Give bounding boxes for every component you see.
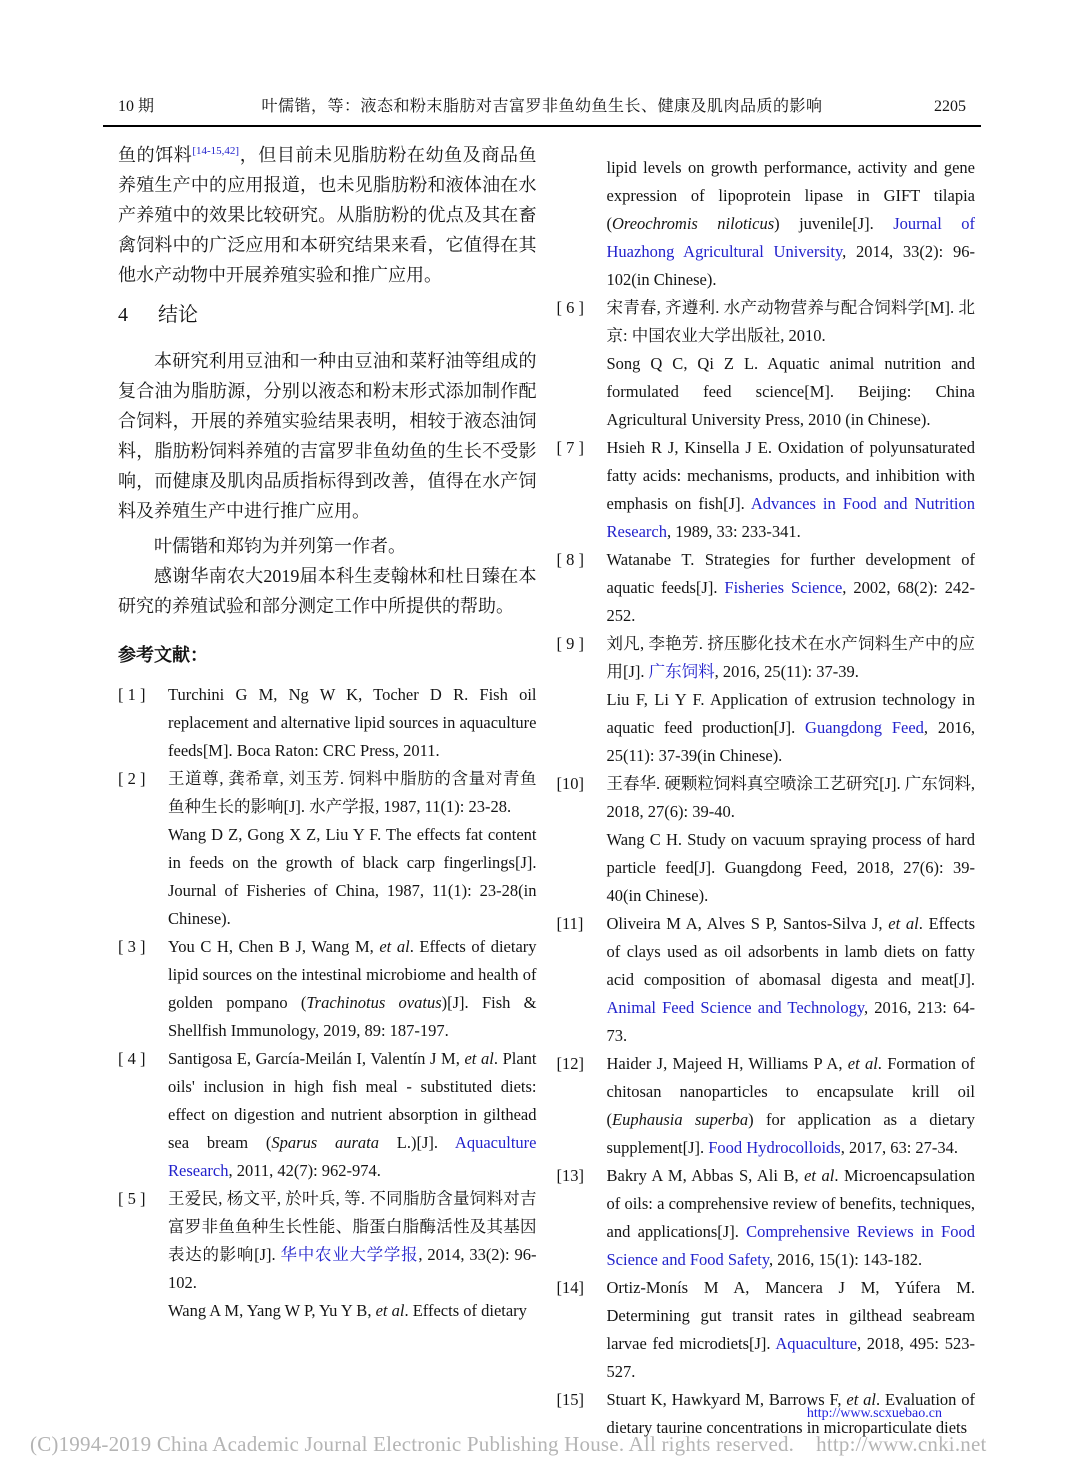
left-column: [118, 140, 537, 1442]
reference-citation: [607, 294, 976, 350]
reference-text: , 2016, 25(11): 37-39.: [714, 662, 859, 681]
reference-item: [557, 1274, 976, 1386]
reference-text: . Evaluation of dietary taurine concentrations in microparticulate diets: [606, 1390, 976, 1437]
reference-text: Watanabe T. Strategies for further development of aquatic feeds[J].: [606, 550, 975, 597]
section-title: 结论: [158, 304, 198, 326]
reference-text: Santigosa E, García-Meilán I, Valentín J M,: [168, 1049, 465, 1068]
reference-citation: [607, 630, 976, 686]
two-column-body: [118, 140, 975, 1442]
reference-text: 王爱民, 杨文平, 於叶兵, 等. 不同脂肪含量饲料对吉富罗非鱼鱼种生长性能、脂蛋白脂酶活性及其基因表达的影响[J].: [168, 1189, 537, 1264]
reference-number: [ 6 ]: [556, 298, 584, 317]
reference-text: Bakry A M, Abbas S, Ali B,: [606, 1166, 805, 1185]
reference-body: [607, 770, 976, 910]
reference-text: . Effects of clays used as oil adsorbents in lamb diets on fatty acid composition of abomasal digesta and meat[J].: [606, 914, 975, 989]
reference-citation: [168, 1297, 537, 1325]
journal-link[interactable]: Guangdong Feed: [805, 718, 924, 737]
journal-link[interactable]: Food Hydrocolloids: [708, 1138, 841, 1157]
reference-item: [118, 1045, 537, 1185]
section-number: 4: [118, 304, 128, 326]
reference-text: Song Q C, Qi Z L. Aquatic animal nutrition and formulated feed science[M]. Beijing: China Agricultural University Press, 2010 (in Chinese).: [606, 354, 975, 429]
journal-site-link[interactable]: http://www.scxuebao.cn: [806, 1406, 942, 1421]
issue-number: 10 期: [118, 98, 155, 115]
reference-item: [557, 910, 976, 1050]
reference-text: et al: [846, 1390, 876, 1409]
reference-number: [ 9 ]: [556, 634, 584, 653]
journal-link[interactable]: Fisheries Science: [724, 578, 843, 597]
reference-body: [168, 933, 537, 1045]
reference-citation: [168, 821, 537, 933]
reference-text: , 2014, 33(2): 96-102.: [168, 1245, 537, 1292]
reference-number: [ 5 ]: [118, 1189, 146, 1208]
reference-text: . Effects of dietary: [404, 1301, 527, 1320]
reference-text: Liu F, Li Y F. Application of extrusion technology in aquatic feed production[J].: [606, 690, 975, 737]
journal-link[interactable]: Comprehensive Reviews in Food Science and Food Safety: [606, 1222, 975, 1269]
reference-text: Hsieh R J, Kinsella J E. Oxidation of polyunsaturated fatty acids: mechanisms, products, and inhibition with emphasis on fish[J].: [606, 438, 975, 513]
reference-text: Stuart K, Hawkyard M, Barrows F,: [606, 1390, 847, 1409]
reference-body: [607, 910, 976, 1050]
reference-item: [118, 681, 537, 765]
page-header: [118, 93, 966, 116]
journal-link[interactable]: Aquaculture Research: [168, 1133, 537, 1180]
reference-text: Wang C H. Study on vacuum spraying process of hard particle feed[J]. Guangdong Feed, 2018, 27(6): 39-40(in Chinese).: [606, 830, 975, 905]
reference-text: , 2014, 33(2): 96-102(in Chinese).: [606, 242, 975, 289]
journal-link[interactable]: Journal of Huazhong Agricultural University: [606, 214, 975, 261]
reference-body: [607, 1162, 976, 1274]
reference-text: )[J]. Fish & Shellfish Immunology, 2019, 89: 187-197.: [168, 993, 537, 1040]
reference-item: [118, 933, 537, 1045]
reference-text: 王道尊, 龚希章, 刘玉芳. 饲料中脂肪的含量对青鱼鱼种生长的影响[J]. 水产学报, 1987, 11(1): 23-28.: [168, 769, 537, 816]
reference-text: , 2017, 63: 27-34.: [840, 1138, 959, 1157]
reference-text: , 2002, 68(2): 242-252.: [606, 578, 975, 625]
running-title: 叶儒锴，等：液态和粉末脂肪对吉富罗非鱼幼鱼生长、健康及肌肉品质的影响: [261, 98, 823, 115]
reference-text: Trachinotus ovatus: [306, 993, 442, 1012]
reference-number: [13]: [556, 1166, 584, 1185]
reference-body: [607, 434, 976, 546]
reference-text: , 2011, 42(7): 962-974.: [228, 1161, 381, 1180]
reference-citation: [607, 826, 976, 910]
reference-citation: [168, 933, 537, 1045]
reference-text: . Formation of chitosan nanoparticles to encapsulate krill oil (: [606, 1054, 976, 1129]
reference-citation: [168, 1185, 537, 1297]
page-number: 2205: [934, 98, 966, 115]
reference-number: [557, 154, 607, 294]
journal-link[interactable]: Animal Feed Science and Technology: [606, 998, 865, 1017]
reference-text: et al: [888, 914, 919, 933]
reference-body: [168, 1045, 537, 1185]
right-column: [557, 140, 976, 1442]
reference-body: [168, 765, 537, 933]
reference-body: [168, 681, 537, 765]
reference-item: [557, 294, 976, 434]
journal-link[interactable]: 华中农业大学学报: [280, 1245, 419, 1264]
reference-number: [ 1 ]: [118, 685, 146, 704]
reference-text: et al: [847, 1054, 878, 1073]
reference-text: Ortiz-Monís M A, Mancera J M, Yúfera M. Determining gut transit rates in gilthead seabream larvae fed microdiets[J].: [606, 1278, 975, 1353]
reference-body: [607, 294, 976, 434]
reference-number: [11]: [556, 914, 584, 933]
reference-text: , 2018, 495: 523-527.: [606, 1334, 975, 1381]
reference-item: [557, 434, 976, 546]
author-note: 叶儒锴和郑钧为并列第一作者。: [154, 536, 406, 556]
reference-text: , 2016, 25(11): 37-39(in Chinese).: [606, 718, 975, 765]
reference-text: Euphausia superba: [612, 1110, 749, 1129]
reference-item: [557, 770, 976, 910]
reference-text: . Plant oils' inclusion in high fish meal - substituted diets: effect on digestion and nutrient absorption in gilthead sea bream (: [168, 1049, 537, 1152]
reference-number: [14]: [556, 1278, 584, 1297]
reference-body: [168, 1185, 537, 1325]
references-list-left: [118, 681, 537, 1325]
reference-text: lipid levels on growth performance, activity and gene expression of lipoprotein lipase in GIFT tilapia (: [606, 158, 975, 233]
reference-item: [557, 546, 976, 630]
reference-text: Turchini G M, Ng W K, Tocher D R. Fish oil replacement and alternative lipid sources in aquaculture feeds[M]. Boca Raton: CRC Press, 2011.: [168, 685, 537, 760]
section-heading: [118, 302, 537, 328]
reference-body: [607, 1050, 976, 1162]
reference-text: 刘凡, 李艳芳. 挤压膨化技术在水产饲料生产中的应用[J].: [606, 634, 975, 681]
reference-text: ) juvenile[J].: [774, 214, 894, 233]
reference-text: . Effects of dietary lipid sources on the intestinal microbiome and health of golden pompano (: [168, 937, 537, 1012]
reference-citation: [607, 154, 976, 294]
reference-number: [ 2 ]: [118, 769, 146, 788]
reference-text: Oreochromis niloticus: [612, 214, 775, 233]
references-heading: 参考文献：: [118, 645, 208, 665]
header-rule: [103, 125, 981, 127]
reference-number: [15]: [556, 1390, 584, 1409]
reference-body: [607, 154, 976, 294]
reference-citation: [607, 910, 976, 1050]
reference-number: [ 8 ]: [556, 550, 584, 569]
reference-number: [10]: [556, 774, 584, 793]
reference-item: [118, 765, 537, 933]
reference-citation: [168, 1045, 537, 1185]
reference-number: [ 3 ]: [118, 937, 146, 956]
copyright-notice: [30, 1432, 987, 1457]
reference-text: et al: [804, 1166, 835, 1185]
intro-text-post: ，但目前未见脂肪粉在幼鱼及商品鱼养殖生产中的应用报道，也未见脂肪粉和液体油在水产养殖中的效果比较研究。从脂肪粉的优点及其在畜禽饲料中的广泛应用和本研究结果来看，它值得在其他水产动物中开展养殖实验和推广应用。: [118, 145, 537, 285]
reference-body: [607, 630, 976, 770]
journal-link[interactable]: 广东饲料: [648, 662, 715, 681]
reference-citation: [607, 434, 976, 546]
reference-citation: [607, 1274, 976, 1386]
reference-text: Wang D Z, Gong X Z, Liu Y F. The effects fat content in feeds on the growth of black carp fingerlings[J]. Journal of Fisheries of China, 1987, 11(1): 23-28(in Chinese).: [168, 825, 537, 928]
reference-text: et al: [379, 937, 410, 956]
reference-citation: [607, 1050, 976, 1162]
references-list-right: [557, 154, 976, 1442]
reference-citation: [607, 350, 976, 434]
reference-body: [607, 1274, 976, 1386]
journal-link[interactable]: Advances in Food and Nutrition Research: [606, 494, 975, 541]
reference-citation: [607, 686, 976, 770]
reference-text: ) for application as a dietary supplement[J].: [606, 1110, 976, 1157]
reference-text: Wang A M, Yang W P, Yu Y B,: [168, 1301, 376, 1320]
reference-text: . Microencapsulation of oils: a comprehensive review of benefits, techniques, and applications[J].: [606, 1166, 975, 1241]
reference-citation: [607, 1162, 976, 1274]
reference-text: 王春华. 硬颗粒饲料真空喷涂工艺研究[J]. 广东饲料, 2018, 27(6): 39-40.: [606, 774, 975, 821]
reference-text: Oliveira M A, Alves S P, Santos-Silva J,: [606, 914, 889, 933]
intro-text-pre: 鱼的饵料: [118, 145, 193, 165]
reference-text: Haider J, Majeed H, Williams P A,: [606, 1054, 848, 1073]
copyright-text: (C)1994-2019 China Academic Journal Electronic Publishing House. All rights reserved.: [30, 1432, 795, 1456]
reference-item: [118, 1185, 537, 1325]
reference-citation: [168, 681, 537, 765]
reference-item: [557, 1050, 976, 1162]
reference-citation: [607, 770, 976, 826]
reference-item: [557, 630, 976, 770]
reference-text: et al: [375, 1301, 405, 1320]
intro-paragraph: [118, 140, 537, 290]
reference-number: [ 4 ]: [118, 1049, 146, 1068]
reference-text: et al: [464, 1049, 494, 1068]
journal-link[interactable]: Aquaculture: [775, 1334, 857, 1353]
citation-superscript[interactable]: [14-15,42]: [192, 145, 240, 157]
reference-text: Sparus aurata: [271, 1133, 380, 1152]
reference-text: 宋青春, 齐遵利. 水产动物营养与配合饲料学[M]. 北京: 中国农业大学出版社, 2010.: [606, 298, 975, 345]
reference-text: L.)[J].: [379, 1133, 455, 1152]
conclusion-paragraph: 本研究利用豆油和一种由豆油和菜籽油等组成的复合油为脂肪源，分别以液态和粉末形式添加制作配合饲料，开展的养殖实验结果表明，相较于液态油饲料，脂肪粉饲料养殖的吉富罗非鱼幼鱼的生长不受影响，而健康及肌肉品质指标得到改善，值得在水产饲料及养殖生产中进行推广应用。: [118, 351, 537, 521]
reference-citation: [168, 765, 537, 821]
reference-body: [607, 546, 976, 630]
reference-number: [ 7 ]: [556, 438, 584, 457]
reference-item: [557, 1162, 976, 1274]
reference-text: , 2016, 15(1): 143-182.: [769, 1250, 923, 1269]
reference-number: [12]: [556, 1054, 584, 1073]
reference-citation: [607, 546, 976, 630]
acknowledgement: 感谢华南农大2019届本科生麦翰林和杜日臻在本研究的养殖试验和部分测定工作中所提供的帮助。: [118, 566, 537, 616]
reference-text: , 2016, 213: 64-73.: [606, 998, 975, 1045]
reference-text: You C H, Chen B J, Wang M,: [168, 937, 380, 956]
cnki-link[interactable]: http://www.cnki.net: [816, 1432, 987, 1456]
reference-item: [557, 154, 976, 294]
reference-text: , 1989, 33: 233-341.: [666, 522, 801, 541]
